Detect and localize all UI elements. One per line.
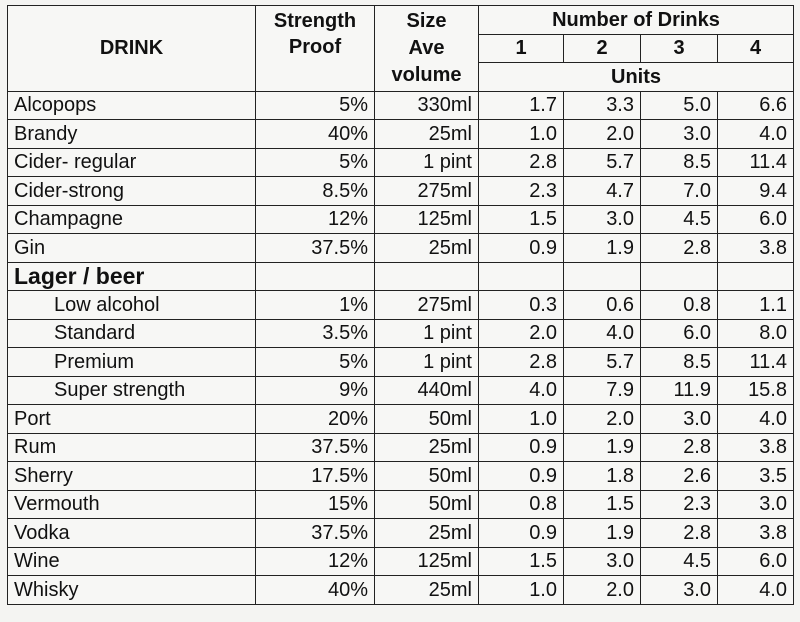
drink-name-cell: Rum bbox=[8, 433, 256, 462]
units-2-cell: 1.9 bbox=[564, 519, 641, 548]
units-3-cell: 3.0 bbox=[641, 576, 718, 605]
drink-name-cell: Whisky bbox=[8, 576, 256, 605]
strength-cell: 3.5% bbox=[256, 319, 375, 348]
header-size-line3: volume bbox=[391, 64, 462, 86]
drink-name-cell: Premium bbox=[8, 348, 256, 377]
strength-cell: 37.5% bbox=[256, 519, 375, 548]
units-1-cell: 1.0 bbox=[479, 120, 564, 149]
size-cell: 125ml bbox=[375, 205, 479, 234]
units-4-cell: 3.0 bbox=[718, 490, 794, 519]
units-2-cell: 3.3 bbox=[564, 91, 641, 120]
drink-name-cell: Gin bbox=[8, 234, 256, 263]
units-4-cell: 11.4 bbox=[718, 148, 794, 177]
strength-cell: 9% bbox=[256, 376, 375, 405]
size-cell: 330ml bbox=[375, 91, 479, 120]
strength-cell: 12% bbox=[256, 547, 375, 576]
empty-cell bbox=[375, 262, 479, 291]
units-3-cell: 8.5 bbox=[641, 148, 718, 177]
units-4-cell: 9.4 bbox=[718, 177, 794, 206]
table-row bbox=[8, 177, 794, 206]
table-row bbox=[8, 547, 794, 576]
strength-cell: 5% bbox=[256, 91, 375, 120]
units-4-cell: 8.0 bbox=[718, 319, 794, 348]
units-1-cell: 1.0 bbox=[479, 576, 564, 605]
units-1-cell: 0.9 bbox=[479, 519, 564, 548]
units-1-cell: 2.8 bbox=[479, 148, 564, 177]
size-cell: 1 pint bbox=[375, 319, 479, 348]
units-1-cell: 0.9 bbox=[479, 433, 564, 462]
size-cell: 275ml bbox=[375, 291, 479, 320]
units-4-cell: 4.0 bbox=[718, 405, 794, 434]
units-1-cell: 1.0 bbox=[479, 405, 564, 434]
strength-cell: 37.5% bbox=[256, 433, 375, 462]
units-4-cell: 4.0 bbox=[718, 576, 794, 605]
units-3-cell: 4.5 bbox=[641, 205, 718, 234]
drink-name-cell: Champagne bbox=[8, 205, 256, 234]
units-1-cell: 2.8 bbox=[479, 348, 564, 377]
units-1-cell: 0.8 bbox=[479, 490, 564, 519]
header-strength-line1: Strength bbox=[273, 10, 357, 32]
table-row bbox=[8, 291, 794, 320]
units-2-cell: 2.0 bbox=[564, 576, 641, 605]
drink-name-cell: Wine bbox=[8, 547, 256, 576]
strength-cell: 40% bbox=[256, 576, 375, 605]
size-cell: 125ml bbox=[375, 547, 479, 576]
size-cell: 25ml bbox=[375, 576, 479, 605]
units-2-cell: 4.0 bbox=[564, 319, 641, 348]
units-1-cell: 1.5 bbox=[479, 205, 564, 234]
units-3-cell: 4.5 bbox=[641, 547, 718, 576]
drink-name-cell: Vodka bbox=[8, 519, 256, 548]
units-4-cell: 3.8 bbox=[718, 234, 794, 263]
drink-name-cell: Brandy bbox=[8, 120, 256, 149]
size-cell: 25ml bbox=[375, 234, 479, 263]
strength-cell: 12% bbox=[256, 205, 375, 234]
units-3-cell: 2.8 bbox=[641, 234, 718, 263]
units-4-cell: 6.0 bbox=[718, 547, 794, 576]
units-4-cell: 3.5 bbox=[718, 462, 794, 491]
units-3-cell: 2.8 bbox=[641, 519, 718, 548]
units-1-cell: 0.9 bbox=[479, 462, 564, 491]
size-cell: 50ml bbox=[375, 405, 479, 434]
strength-cell: 17.5% bbox=[256, 462, 375, 491]
header-number-of-drinks: Number of Drinks bbox=[479, 6, 794, 35]
header-drink: DRINK bbox=[8, 6, 256, 92]
units-1-cell: 4.0 bbox=[479, 376, 564, 405]
units-3-cell: 5.0 bbox=[641, 91, 718, 120]
units-3-cell: 3.0 bbox=[641, 405, 718, 434]
strength-cell: 8.5% bbox=[256, 177, 375, 206]
table-row bbox=[8, 148, 794, 177]
header-count-1: 1 bbox=[479, 34, 564, 63]
table-row bbox=[8, 348, 794, 377]
units-2-cell: 1.9 bbox=[564, 433, 641, 462]
strength-cell: 40% bbox=[256, 120, 375, 149]
units-4-cell: 4.0 bbox=[718, 120, 794, 149]
empty-cell bbox=[641, 262, 718, 291]
header-strength bbox=[256, 6, 375, 92]
units-4-cell: 6.6 bbox=[718, 91, 794, 120]
drink-name-cell: Super strength bbox=[8, 376, 256, 405]
units-2-cell: 5.7 bbox=[564, 348, 641, 377]
units-4-cell: 3.8 bbox=[718, 519, 794, 548]
header-strength-line2: Proof bbox=[288, 36, 342, 58]
units-2-cell: 7.9 bbox=[564, 376, 641, 405]
units-3-cell: 6.0 bbox=[641, 319, 718, 348]
table-row bbox=[8, 319, 794, 348]
header-size-line2: Ave bbox=[408, 37, 445, 59]
units-table-container bbox=[7, 5, 794, 605]
size-cell: 50ml bbox=[375, 462, 479, 491]
strength-cell: 1% bbox=[256, 291, 375, 320]
units-1-cell: 0.3 bbox=[479, 291, 564, 320]
strength-cell: 20% bbox=[256, 405, 375, 434]
drink-units-table bbox=[7, 5, 794, 605]
units-3-cell: 8.5 bbox=[641, 348, 718, 377]
units-2-cell: 2.0 bbox=[564, 120, 641, 149]
units-2-cell: 3.0 bbox=[564, 547, 641, 576]
table-row bbox=[8, 462, 794, 491]
units-2-cell: 1.8 bbox=[564, 462, 641, 491]
units-1-cell: 1.7 bbox=[479, 91, 564, 120]
units-4-cell: 1.1 bbox=[718, 291, 794, 320]
drink-name-cell: Standard bbox=[8, 319, 256, 348]
units-4-cell: 3.8 bbox=[718, 433, 794, 462]
size-cell: 25ml bbox=[375, 120, 479, 149]
header-count-2: 2 bbox=[564, 34, 641, 63]
section-heading: Lager / beer bbox=[8, 262, 256, 291]
drink-name-cell: Low alcohol bbox=[8, 291, 256, 320]
table-row bbox=[8, 376, 794, 405]
units-2-cell: 0.6 bbox=[564, 291, 641, 320]
drink-name-cell: Cider-strong bbox=[8, 177, 256, 206]
strength-cell: 5% bbox=[256, 148, 375, 177]
drink-name-cell: Sherry bbox=[8, 462, 256, 491]
units-4-cell: 11.4 bbox=[718, 348, 794, 377]
size-cell: 275ml bbox=[375, 177, 479, 206]
table-row bbox=[8, 120, 794, 149]
units-2-cell: 2.0 bbox=[564, 405, 641, 434]
units-2-cell: 3.0 bbox=[564, 205, 641, 234]
drink-name-cell: Port bbox=[8, 405, 256, 434]
size-cell: 1 pint bbox=[375, 348, 479, 377]
empty-cell bbox=[718, 262, 794, 291]
header-size-line1: Size bbox=[406, 10, 447, 32]
size-cell: 50ml bbox=[375, 490, 479, 519]
size-cell: 25ml bbox=[375, 433, 479, 462]
table-row bbox=[8, 205, 794, 234]
table-row bbox=[8, 576, 794, 605]
header-count-3: 3 bbox=[641, 34, 718, 63]
table-row bbox=[8, 490, 794, 519]
header-units: Units bbox=[479, 63, 794, 92]
header-size bbox=[375, 6, 479, 92]
units-2-cell: 1.5 bbox=[564, 490, 641, 519]
empty-cell bbox=[256, 262, 375, 291]
size-cell: 440ml bbox=[375, 376, 479, 405]
units-1-cell: 1.5 bbox=[479, 547, 564, 576]
table-row bbox=[8, 234, 794, 263]
table-row bbox=[8, 91, 794, 120]
units-2-cell: 1.9 bbox=[564, 234, 641, 263]
size-cell: 1 pint bbox=[375, 148, 479, 177]
drink-name-cell: Vermouth bbox=[8, 490, 256, 519]
drink-name-cell: Cider- regular bbox=[8, 148, 256, 177]
strength-cell: 5% bbox=[256, 348, 375, 377]
header-count-4: 4 bbox=[718, 34, 794, 63]
size-cell: 25ml bbox=[375, 519, 479, 548]
units-1-cell: 0.9 bbox=[479, 234, 564, 263]
units-4-cell: 15.8 bbox=[718, 376, 794, 405]
units-2-cell: 5.7 bbox=[564, 148, 641, 177]
strength-cell: 37.5% bbox=[256, 234, 375, 263]
units-3-cell: 2.3 bbox=[641, 490, 718, 519]
section-row bbox=[8, 262, 794, 291]
units-3-cell: 11.9 bbox=[641, 376, 718, 405]
units-1-cell: 2.0 bbox=[479, 319, 564, 348]
units-3-cell: 2.6 bbox=[641, 462, 718, 491]
units-3-cell: 7.0 bbox=[641, 177, 718, 206]
table-row bbox=[8, 405, 794, 434]
table-row bbox=[8, 519, 794, 548]
empty-cell bbox=[479, 262, 564, 291]
drink-name-cell: Alcopops bbox=[8, 91, 256, 120]
units-1-cell: 2.3 bbox=[479, 177, 564, 206]
table-row bbox=[8, 433, 794, 462]
units-4-cell: 6.0 bbox=[718, 205, 794, 234]
units-3-cell: 3.0 bbox=[641, 120, 718, 149]
units-3-cell: 2.8 bbox=[641, 433, 718, 462]
strength-cell: 15% bbox=[256, 490, 375, 519]
units-2-cell: 4.7 bbox=[564, 177, 641, 206]
units-3-cell: 0.8 bbox=[641, 291, 718, 320]
empty-cell bbox=[564, 262, 641, 291]
